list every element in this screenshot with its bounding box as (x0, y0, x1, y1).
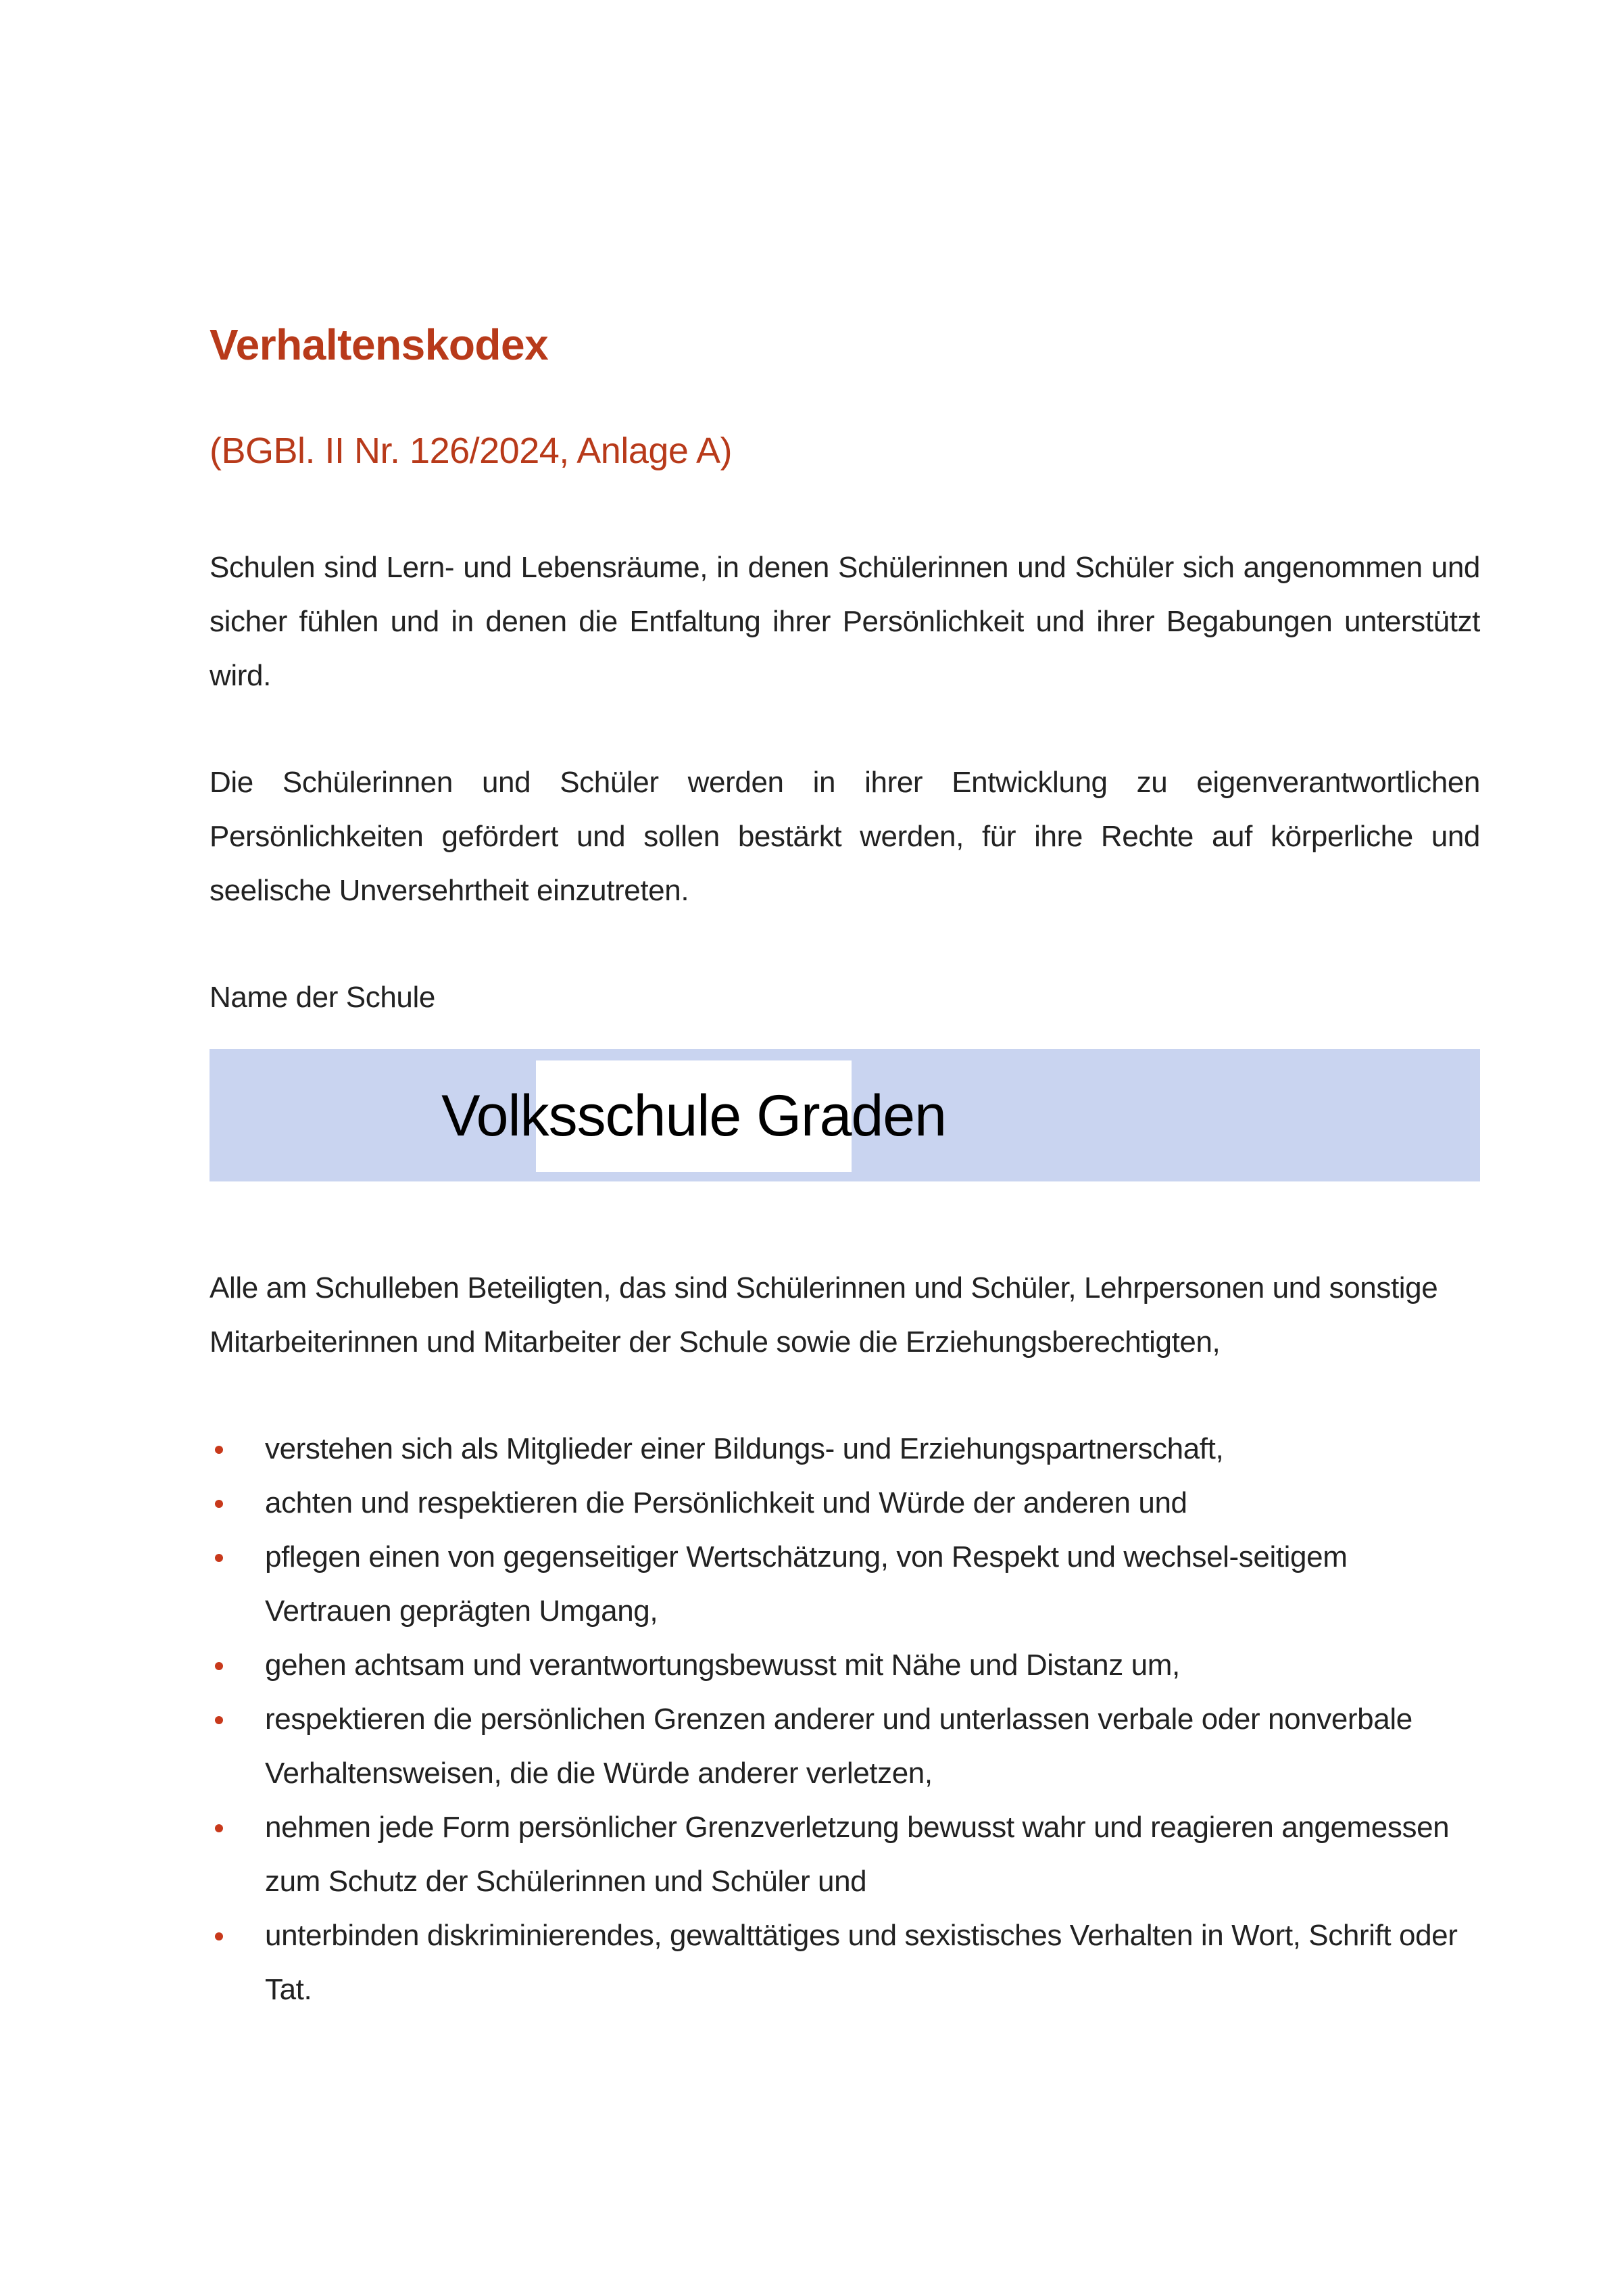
list-item (210, 1909, 1480, 2017)
bullet-icon (215, 1554, 223, 1562)
list-item-text: pflegen einen von gegenseitiger Wertschätzung, von Respekt und wechsel-seitigem Vertrauen geprägten Umgang, (265, 1540, 1348, 1628)
intro-paragraph-2: Die Schülerinnen und Schüler werden in ihrer Entwicklung zu eigenverantwortlichen Persönlichkeiten gefördert und sollen bestärkt werden, für ihre Rechte auf körperliche und seelische Unversehrtheit einzutreten. (210, 766, 1480, 907)
list-item (210, 1801, 1480, 1909)
bullet-icon (215, 1446, 223, 1454)
list-item-text: nehmen jede Form persönlicher Grenzverletzung bewusst wahr und reagieren angemessen zum Schutz der Schülerinnen und Schüler und (265, 1811, 1450, 1898)
document-content (210, 318, 1480, 2017)
school-name-field-container (210, 1049, 1480, 1181)
bullet-icon (215, 1932, 223, 1940)
list-item (210, 1476, 1480, 1530)
list-item-text: achten und respektieren die Persönlichkeit und Würde der anderen und (265, 1486, 1187, 1519)
list-item-text: verstehen sich als Mitglieder einer Bildungs- und Erziehungspartnerschaft, (265, 1432, 1224, 1465)
bullet-icon (215, 1716, 223, 1724)
list-item-text: gehen achtsam und verantwortungsbewusst mit Nähe und Distanz um, (265, 1648, 1180, 1682)
list-item (210, 1422, 1480, 1476)
intro-paragraph-1: Schulen sind Lern- und Lebensräume, in denen Schülerinnen und Schüler sich angenommen und sicher fühlen und in denen die Entfaltung ihrer Persönlichkeit und ihrer Begabungen unterstützt wird. (210, 551, 1480, 692)
document-subtitle: (BGBl. II Nr. 126/2024, Anlage A) (210, 431, 732, 471)
bullet-icon (215, 1824, 223, 1832)
list-item (210, 1638, 1480, 1692)
school-name-field[interactable] (441, 1060, 946, 1172)
list-item-text: unterbinden diskriminierendes, gewalttätiges und sexistisches Verhalten in Wort, Schrift oder Tat. (265, 1919, 1458, 2006)
participants-paragraph: Alle am Schulleben Beteiligten, das sind Schülerinnen und Schüler, Lehrpersonen und sonstige Mitarbeiterinnen und Mitarbeiter der Schule sowie die Erziehungsberechtigten, (210, 1271, 1438, 1359)
bullet-icon (215, 1500, 223, 1508)
bullet-icon (215, 1662, 223, 1670)
school-name-label: Name der Schule (210, 981, 435, 1014)
commitments-list (210, 1422, 1480, 2017)
school-name-value[interactable]: Volksschule Graden (441, 1083, 946, 1148)
list-item (210, 1692, 1480, 1801)
list-item (210, 1530, 1480, 1638)
list-item-text: respektieren die persönlichen Grenzen anderer und unterlassen verbale oder nonverbale Verhaltensweisen, die die Würde anderer verletzen, (265, 1703, 1412, 1790)
document-title: Verhaltenskodex (210, 320, 549, 369)
